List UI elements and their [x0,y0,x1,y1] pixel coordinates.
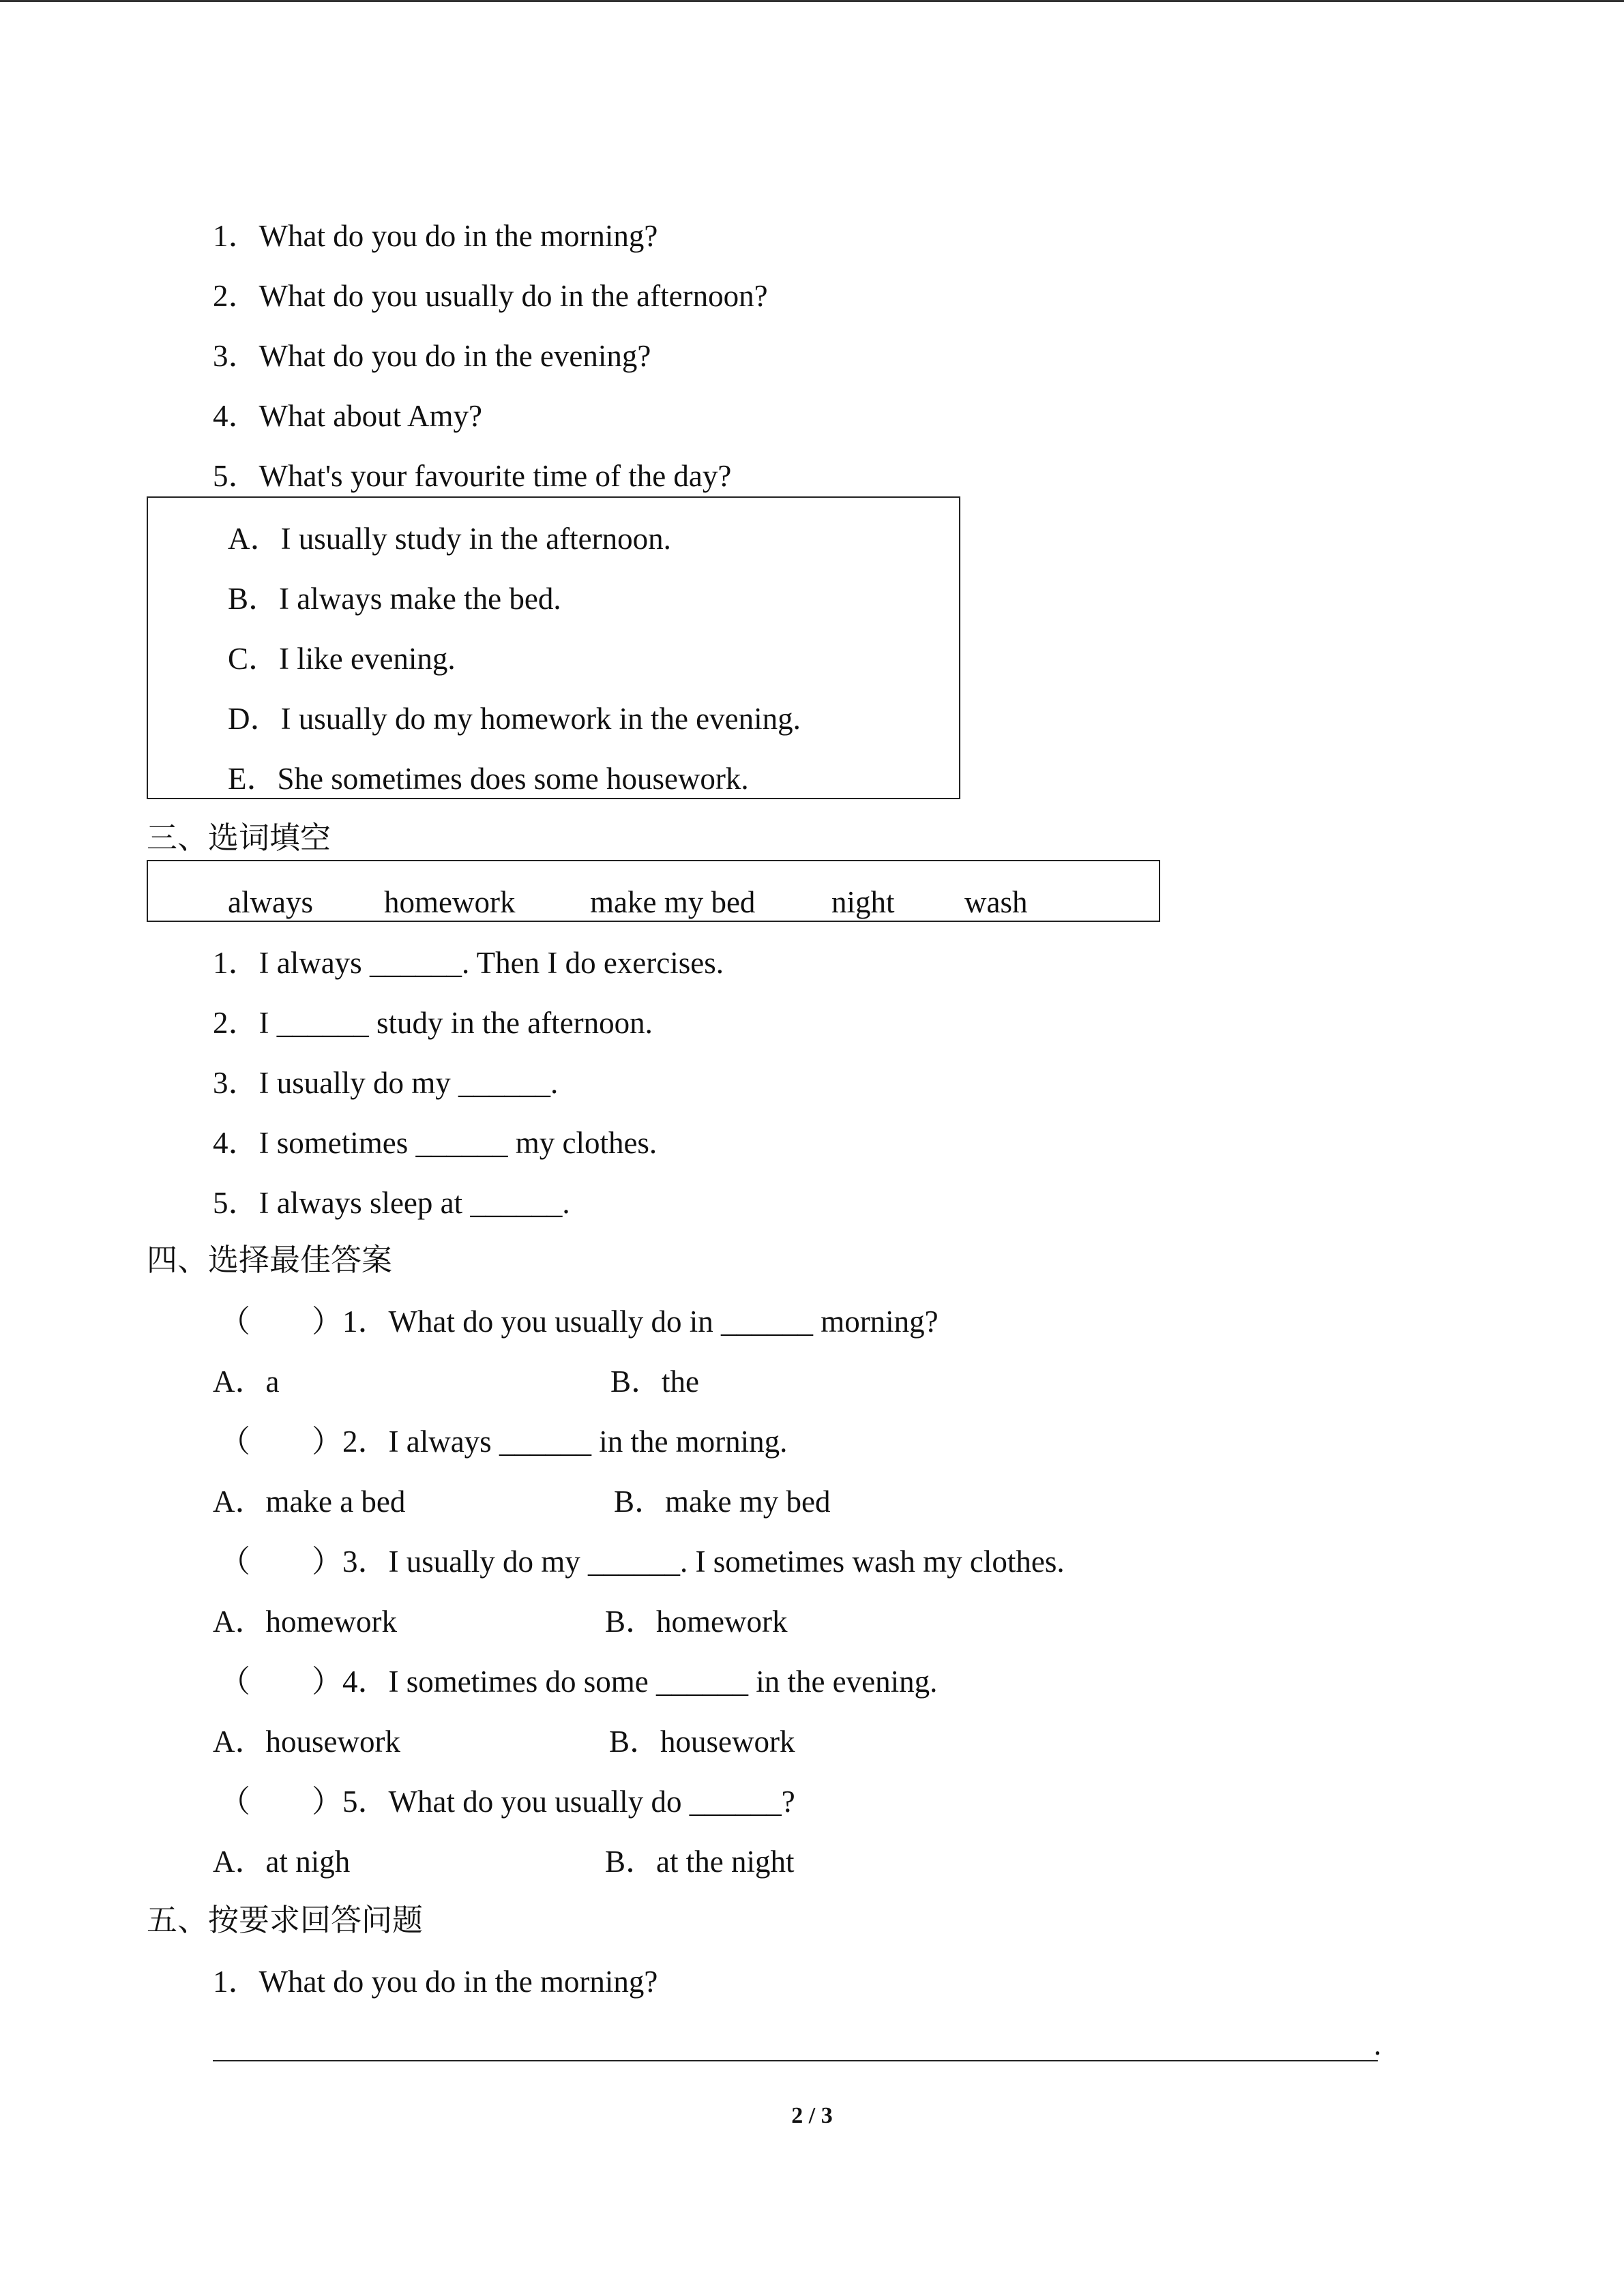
match-answer-e: E．She sometimes does some housework. [228,762,749,796]
match-answer-b: B．I always make the bed. [228,582,561,616]
choice-1-option-b: B．the [610,1365,699,1399]
match-question-3: 3．What do you do in the evening? [213,339,651,373]
match-question-1: 1．What do you do in the morning? [213,219,658,253]
match-answer-d: D．I usually do my homework in the evening. [228,702,801,736]
fill-blank-item-5: 5．I always sleep at ______. [213,1186,570,1220]
page-number: 2 / 3 [791,2103,833,2128]
choice-1-option-a: A．a [213,1365,280,1399]
choice-question-1: （ ）1．What do you usually do in ______ morning? [220,1304,939,1339]
choice-question-4: （ ）4．I sometimes do some ______ in the evening. [220,1665,938,1699]
choice-5-option-a: A．at nigh [213,1845,351,1879]
match-question-4: 4．What about Amy? [213,399,482,433]
fill-blank-item-1: 1．I always ______. Then I do exercises. [213,946,724,980]
section-3-title: 三、选词填空 [147,821,331,855]
match-answer-a: A．I usually study in the afternoon. [228,522,671,556]
answer-question-1: 1．What do you do in the morning? [213,1965,658,1999]
fill-blank-item-2: 2．I ______ study in the afternoon. [213,1006,653,1040]
match-question-2: 2．What do you usually do in the afternoon? [213,279,768,313]
choice-4-option-b: B．housework [609,1725,795,1759]
word-bank-word: night [831,885,895,919]
answer-write-line[interactable] [213,2060,1378,2061]
word-bank-word: always [228,885,313,919]
fill-blank-item-3: 3．I usually do my ______. [213,1066,559,1100]
word-bank-word: wash [964,885,1028,919]
fill-blank-item-4: 4．I sometimes ______ my clothes. [213,1126,658,1160]
choice-question-2: （ ）2．I always ______ in the morning. [220,1425,788,1459]
word-bank-word: homework [384,885,516,919]
match-answer-c: C．I like evening. [228,642,456,676]
match-question-5: 5．What's your favourite time of the day? [213,459,732,493]
answer-line-period: . [1374,2027,1382,2061]
top-border [0,0,1624,2]
word-bank-word: make my bed [590,885,756,919]
choice-5-option-b: B．at the night [605,1845,795,1879]
choice-question-5: （ ）5．What do you usually do ______? [220,1785,795,1819]
choice-3-option-b: B．homework [605,1605,788,1639]
choice-question-3: （ ）3．I usually do my ______. I sometimes wash my clothes. [220,1545,1065,1579]
choice-2-option-a: A．make a bed [213,1485,406,1519]
choice-3-option-a: A．homework [213,1605,397,1639]
section-5-title: 五、按要求回答问题 [147,1903,424,1937]
choice-2-option-b: B．make my bed [614,1485,831,1519]
section-4-title: 四、选择最佳答案 [147,1243,393,1277]
choice-4-option-a: A．housework [213,1725,400,1759]
